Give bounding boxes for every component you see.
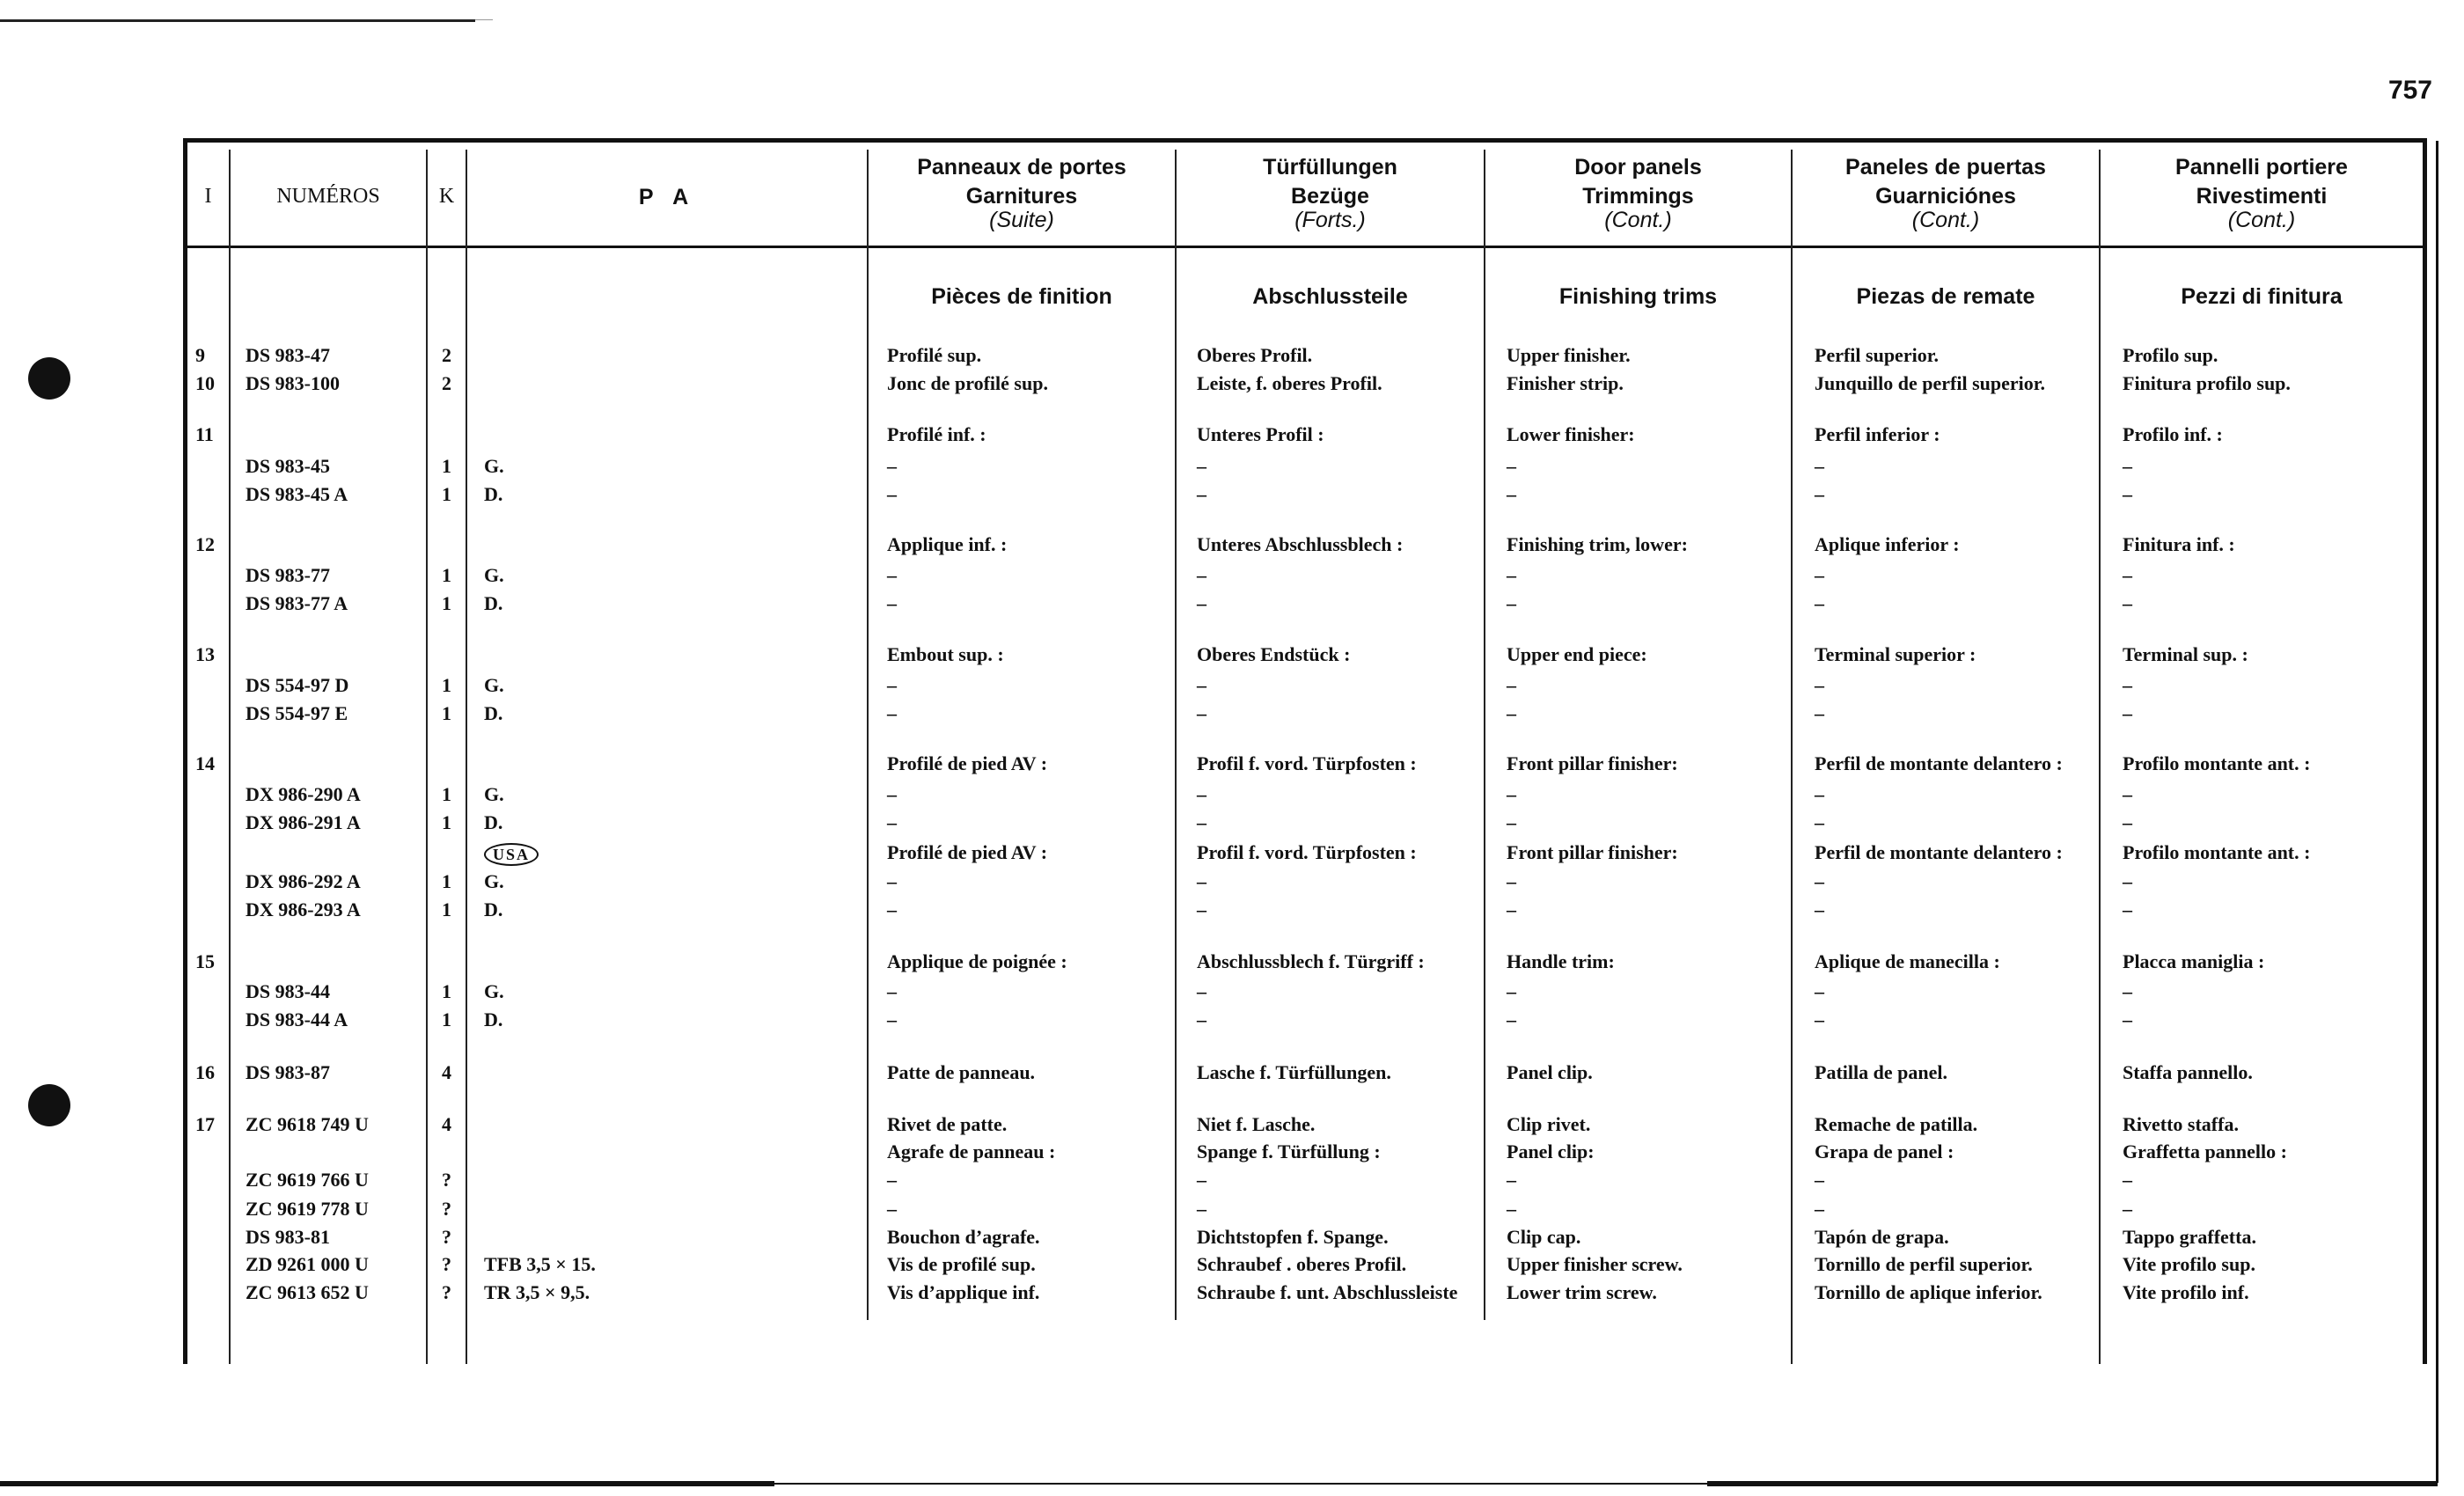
table-row bbox=[0, 809, 2464, 837]
row-index: 14 bbox=[195, 752, 215, 774]
header-lang-fr bbox=[869, 153, 1175, 235]
desc-de: – bbox=[1197, 1169, 1206, 1191]
part-number: DS 983-77 bbox=[246, 564, 330, 586]
pa-note: G. bbox=[484, 980, 504, 1002]
desc-en: – bbox=[1507, 1008, 1516, 1030]
desc-de: – bbox=[1197, 564, 1206, 586]
desc-de: Spange f. Türfüllung : bbox=[1197, 1140, 1381, 1162]
row-index: 10 bbox=[195, 372, 215, 394]
quantity-k: ? bbox=[442, 1198, 451, 1220]
desc-de: – bbox=[1197, 592, 1206, 614]
desc-en: – bbox=[1507, 898, 1516, 920]
pa-note: D. bbox=[484, 483, 503, 505]
desc-fr: Rivet de patte. bbox=[887, 1113, 1008, 1135]
usa-badge: USA bbox=[484, 843, 539, 866]
part-number: DX 986-290 A bbox=[246, 783, 361, 805]
part-number: DX 986-293 A bbox=[246, 898, 361, 920]
header-note: (Suite) bbox=[989, 208, 1054, 232]
desc-it: – bbox=[2123, 1008, 2132, 1030]
desc-en: – bbox=[1507, 564, 1516, 586]
header-k: K bbox=[438, 185, 455, 208]
quantity-k: 4 bbox=[442, 1061, 451, 1083]
pa-note: TFB 3,5 × 15. bbox=[484, 1253, 596, 1275]
header-subtitle: Rivestimenti bbox=[2196, 184, 2328, 209]
pa-note: D. bbox=[484, 1008, 503, 1030]
part-number: DS 554-97 D bbox=[246, 674, 349, 696]
header-title: Door panels bbox=[1574, 155, 1702, 180]
pa-note: G. bbox=[484, 564, 504, 586]
desc-es: Perfil superior. bbox=[1815, 344, 1939, 366]
desc-en: – bbox=[1507, 483, 1516, 505]
desc-it: – bbox=[2123, 564, 2132, 586]
quantity-k: 1 bbox=[442, 898, 451, 920]
desc-en: Finisher strip. bbox=[1507, 372, 1624, 394]
desc-de: – bbox=[1197, 483, 1206, 505]
desc-it: – bbox=[2123, 483, 2132, 505]
desc-es: Patilla de panel. bbox=[1815, 1061, 1947, 1083]
section-title-es: Piezas de remate bbox=[1856, 284, 2035, 309]
table-row bbox=[0, 480, 2464, 509]
desc-en: – bbox=[1507, 455, 1516, 477]
part-number: DS 983-44 bbox=[246, 980, 330, 1002]
desc-es: – bbox=[1815, 980, 1824, 1002]
table-row bbox=[0, 781, 2464, 809]
row-index: 13 bbox=[195, 643, 215, 665]
quantity-k: ? bbox=[442, 1169, 451, 1191]
desc-en: Finishing trim, lower: bbox=[1507, 533, 1688, 555]
desc-es: – bbox=[1815, 483, 1824, 505]
desc-de: Lasche f. Türfüllungen. bbox=[1197, 1061, 1391, 1083]
desc-fr: – bbox=[887, 811, 897, 833]
table-row bbox=[0, 421, 2464, 449]
desc-fr: Patte de panneau. bbox=[887, 1061, 1036, 1083]
quantity-k: 1 bbox=[442, 455, 451, 477]
quantity-k: 2 bbox=[442, 372, 451, 394]
section-title-de: Abschlussteile bbox=[1252, 284, 1408, 309]
desc-it: – bbox=[2123, 592, 2132, 614]
desc-fr: Jonc de profilé sup. bbox=[887, 372, 1048, 394]
desc-it: Staffa pannello. bbox=[2123, 1061, 2253, 1083]
header-title: Panneaux de portes bbox=[917, 155, 1126, 180]
table-row bbox=[0, 370, 2464, 398]
desc-de: – bbox=[1197, 455, 1206, 477]
desc-fr: Embout sup. : bbox=[887, 643, 1004, 665]
desc-de: Dichtstopfen f. Spange. bbox=[1197, 1226, 1389, 1248]
pa-note: D. bbox=[484, 702, 503, 724]
part-number: DX 986-292 A bbox=[246, 870, 361, 892]
desc-it: Vite profilo sup. bbox=[2123, 1253, 2255, 1275]
top-rule bbox=[0, 19, 475, 22]
desc-es: – bbox=[1815, 674, 1824, 696]
desc-fr: – bbox=[887, 870, 897, 892]
table-row bbox=[0, 1195, 2464, 1223]
desc-en: Lower finisher: bbox=[1507, 423, 1635, 445]
desc-de: – bbox=[1197, 1008, 1206, 1030]
desc-de: – bbox=[1197, 980, 1206, 1002]
quantity-k: 1 bbox=[442, 674, 451, 696]
header-note: (Cont.) bbox=[2227, 208, 2296, 232]
table-row bbox=[0, 1138, 2464, 1166]
header-lang-en bbox=[1485, 153, 1791, 235]
header-lang-es bbox=[1793, 153, 2099, 235]
desc-es: – bbox=[1815, 898, 1824, 920]
part-number: DS 983-77 A bbox=[246, 592, 348, 614]
desc-en: – bbox=[1507, 783, 1516, 805]
desc-de: Abschlussblech f. Türgriff : bbox=[1197, 950, 1425, 972]
header-title: Pannelli portiere bbox=[2175, 155, 2348, 180]
desc-it: Finitura profilo sup. bbox=[2123, 372, 2291, 394]
part-number: ZC 9613 652 U bbox=[246, 1281, 369, 1303]
part-number: ZC 9619 766 U bbox=[246, 1169, 369, 1191]
desc-es: – bbox=[1815, 783, 1824, 805]
pa-note: G. bbox=[484, 455, 504, 477]
table-row bbox=[0, 978, 2464, 1006]
desc-en: Panel clip: bbox=[1507, 1140, 1595, 1162]
desc-fr: – bbox=[887, 674, 897, 696]
top-rule-fade bbox=[475, 19, 493, 20]
desc-en: Front pillar finisher: bbox=[1507, 752, 1678, 774]
bottom-rule bbox=[1707, 1481, 2438, 1486]
part-number: DS 983-47 bbox=[246, 344, 330, 366]
desc-it: Profilo montante ant. : bbox=[2123, 752, 2311, 774]
desc-it: Rivetto staffa. bbox=[2123, 1113, 2239, 1135]
part-number: DS 554-97 E bbox=[246, 702, 348, 724]
quantity-k: 1 bbox=[442, 702, 451, 724]
desc-it: – bbox=[2123, 980, 2132, 1002]
table-row bbox=[0, 1006, 2464, 1034]
header-lang-de bbox=[1177, 153, 1484, 235]
table-row bbox=[0, 1223, 2464, 1251]
part-number: DS 983-87 bbox=[246, 1061, 330, 1083]
desc-de: Leiste, f. oberes Profil. bbox=[1197, 372, 1382, 394]
table-row bbox=[0, 1059, 2464, 1087]
part-number: DS 983-100 bbox=[246, 372, 340, 394]
desc-it: Vite profilo inf. bbox=[2123, 1281, 2249, 1303]
part-number: ZC 9619 778 U bbox=[246, 1198, 369, 1220]
desc-it: Profilo sup. bbox=[2123, 344, 2218, 366]
desc-de: Unteres Profil : bbox=[1197, 423, 1324, 445]
desc-es: Aplique de manecilla : bbox=[1815, 950, 2000, 972]
table-row bbox=[0, 561, 2464, 590]
quantity-k: 1 bbox=[442, 483, 451, 505]
bottom-rule bbox=[774, 1483, 1707, 1485]
header-lang-it bbox=[2101, 153, 2423, 235]
desc-es: Remache de patilla. bbox=[1815, 1113, 1978, 1135]
desc-de: – bbox=[1197, 898, 1206, 920]
desc-fr: – bbox=[887, 1169, 897, 1191]
desc-es: Tornillo de aplique inferior. bbox=[1815, 1281, 2042, 1303]
desc-fr: Profilé de pied AV : bbox=[887, 752, 1048, 774]
desc-fr: – bbox=[887, 1008, 897, 1030]
table-row bbox=[0, 1250, 2464, 1279]
header-numbers: NUMÉROS bbox=[276, 185, 380, 208]
desc-fr: Agrafe de panneau : bbox=[887, 1140, 1056, 1162]
desc-en: – bbox=[1507, 592, 1516, 614]
row-index: 12 bbox=[195, 533, 215, 555]
desc-es: – bbox=[1815, 455, 1824, 477]
quantity-k: ? bbox=[442, 1226, 451, 1248]
desc-it: – bbox=[2123, 674, 2132, 696]
table-row bbox=[0, 1279, 2464, 1307]
table-row bbox=[0, 1111, 2464, 1139]
desc-it: Profilo inf. : bbox=[2123, 423, 2223, 445]
desc-de: Niet f. Lasche. bbox=[1197, 1113, 1316, 1135]
table-row bbox=[0, 341, 2464, 370]
part-number: DX 986-291 A bbox=[246, 811, 361, 833]
desc-en: Front pillar finisher: bbox=[1507, 841, 1678, 863]
header-note: (Cont.) bbox=[1911, 208, 1980, 232]
desc-en: Clip cap. bbox=[1507, 1226, 1581, 1248]
desc-it: Graffetta pannello : bbox=[2123, 1140, 2287, 1162]
quantity-k: 2 bbox=[442, 344, 451, 366]
desc-en: Clip rivet. bbox=[1507, 1113, 1591, 1135]
desc-it: – bbox=[2123, 783, 2132, 805]
table-row bbox=[0, 868, 2464, 896]
desc-de: Profil f. vord. Türpfosten : bbox=[1197, 752, 1417, 774]
desc-es: – bbox=[1815, 1198, 1824, 1220]
desc-en: Panel clip. bbox=[1507, 1061, 1593, 1083]
pa-note: D. bbox=[484, 592, 503, 614]
part-number: ZD 9261 000 U bbox=[246, 1253, 369, 1275]
desc-es: – bbox=[1815, 1169, 1824, 1191]
row-index: 11 bbox=[195, 423, 214, 445]
desc-de: – bbox=[1197, 702, 1206, 724]
desc-fr: Vis d’applique inf. bbox=[887, 1281, 1040, 1303]
desc-it: – bbox=[2123, 898, 2132, 920]
quantity-k: 1 bbox=[442, 811, 451, 833]
desc-de: – bbox=[1197, 674, 1206, 696]
desc-es: Perfil de montante delantero : bbox=[1815, 841, 2063, 863]
quantity-k: ? bbox=[442, 1253, 451, 1275]
desc-en: – bbox=[1507, 980, 1516, 1002]
header-index: I bbox=[204, 185, 212, 208]
desc-es: – bbox=[1815, 1008, 1824, 1030]
quantity-k: 1 bbox=[442, 783, 451, 805]
desc-fr: – bbox=[887, 702, 897, 724]
desc-es: Tornillo de perfil superior. bbox=[1815, 1253, 2033, 1275]
header-subtitle: Bezüge bbox=[1291, 184, 1369, 209]
desc-es: Perfil de montante delantero : bbox=[1815, 752, 2063, 774]
quantity-k: 1 bbox=[442, 980, 451, 1002]
desc-en: Upper finisher. bbox=[1507, 344, 1631, 366]
page-number: 757 bbox=[2387, 76, 2432, 105]
part-number: DS 983-45 A bbox=[246, 483, 348, 505]
desc-fr: – bbox=[887, 455, 897, 477]
desc-de: Schraube f. unt. Abschlussleiste bbox=[1197, 1281, 1458, 1303]
desc-fr: – bbox=[887, 1198, 897, 1220]
desc-fr: Applique inf. : bbox=[887, 533, 1008, 555]
table-row bbox=[0, 590, 2464, 618]
desc-fr: Profilé inf. : bbox=[887, 423, 986, 445]
desc-it: Finitura inf. : bbox=[2123, 533, 2235, 555]
table-row bbox=[0, 750, 2464, 778]
quantity-k: ? bbox=[442, 1281, 451, 1303]
desc-es: Aplique inferior : bbox=[1815, 533, 1960, 555]
table-row bbox=[0, 531, 2464, 559]
desc-es: Tapón de grapa. bbox=[1815, 1226, 1949, 1248]
desc-en: Upper finisher screw. bbox=[1507, 1253, 1683, 1275]
pa-note: TR 3,5 × 9,5. bbox=[484, 1281, 590, 1303]
part-number: DS 983-81 bbox=[246, 1226, 330, 1248]
desc-en: – bbox=[1507, 1169, 1516, 1191]
desc-it: Profilo montante ant. : bbox=[2123, 841, 2311, 863]
pa-note: G. bbox=[484, 870, 504, 892]
row-index: 15 bbox=[195, 950, 215, 972]
part-number: DS 983-44 A bbox=[246, 1008, 348, 1030]
row-index: 16 bbox=[195, 1061, 215, 1083]
table-row bbox=[0, 452, 2464, 480]
header-subtitle: Trimmings bbox=[1582, 184, 1694, 209]
desc-fr: – bbox=[887, 564, 897, 586]
desc-es: – bbox=[1815, 564, 1824, 586]
desc-es: Grapa de panel : bbox=[1815, 1140, 1954, 1162]
desc-de: – bbox=[1197, 1198, 1206, 1220]
pa-note: D. bbox=[484, 811, 503, 833]
table-row bbox=[0, 671, 2464, 700]
desc-de: Oberes Profil. bbox=[1197, 344, 1313, 366]
table-row bbox=[0, 948, 2464, 976]
desc-fr: Vis de profilé sup. bbox=[887, 1253, 1036, 1275]
header-note: (Cont.) bbox=[1604, 208, 1672, 232]
desc-de: – bbox=[1197, 783, 1206, 805]
desc-de: Profil f. vord. Türpfosten : bbox=[1197, 841, 1417, 863]
section-title-fr: Pièces de finition bbox=[931, 284, 1112, 309]
row-index: 9 bbox=[195, 344, 205, 366]
desc-es: – bbox=[1815, 702, 1824, 724]
desc-de: – bbox=[1197, 811, 1206, 833]
row-index: 17 bbox=[195, 1113, 215, 1135]
header-note: (Forts.) bbox=[1294, 208, 1366, 232]
header-divider bbox=[183, 246, 2427, 248]
desc-de: Unteres Abschlussblech : bbox=[1197, 533, 1404, 555]
desc-es: Terminal superior : bbox=[1815, 643, 1976, 665]
desc-es: – bbox=[1815, 870, 1824, 892]
table-row bbox=[0, 839, 2464, 867]
desc-en: – bbox=[1507, 674, 1516, 696]
desc-it: – bbox=[2123, 811, 2132, 833]
desc-it: – bbox=[2123, 1169, 2132, 1191]
desc-fr: – bbox=[887, 980, 897, 1002]
pa-note: D. bbox=[484, 898, 503, 920]
header-title: Türfüllungen bbox=[1263, 155, 1397, 180]
desc-fr: – bbox=[887, 592, 897, 614]
header-pa: P A bbox=[638, 185, 696, 209]
desc-fr: Bouchon d’agrafe. bbox=[887, 1226, 1040, 1248]
desc-fr: – bbox=[887, 483, 897, 505]
desc-it: – bbox=[2123, 1198, 2132, 1220]
header-subtitle: Guarniciónes bbox=[1875, 184, 2016, 209]
bottom-rule bbox=[0, 1481, 774, 1486]
desc-de: Oberes Endstück : bbox=[1197, 643, 1351, 665]
quantity-k: 1 bbox=[442, 592, 451, 614]
desc-it: Tappo graffetta. bbox=[2123, 1226, 2256, 1248]
desc-it: – bbox=[2123, 455, 2132, 477]
desc-es: – bbox=[1815, 811, 1824, 833]
desc-de: – bbox=[1197, 870, 1206, 892]
table-row bbox=[0, 896, 2464, 924]
part-number: DS 983-45 bbox=[246, 455, 330, 477]
quantity-k: 4 bbox=[442, 1113, 451, 1135]
desc-fr: Applique de poignée : bbox=[887, 950, 1067, 972]
quantity-k: 1 bbox=[442, 564, 451, 586]
desc-fr: Profilé de pied AV : bbox=[887, 841, 1048, 863]
desc-en: Handle trim: bbox=[1507, 950, 1615, 972]
desc-en: Upper end piece: bbox=[1507, 643, 1647, 665]
section-title-en: Finishing trims bbox=[1558, 284, 1718, 309]
pa-note: G. bbox=[484, 783, 504, 805]
desc-it: – bbox=[2123, 870, 2132, 892]
desc-es: – bbox=[1815, 592, 1824, 614]
desc-de: Schraubef . oberes Profil. bbox=[1197, 1253, 1407, 1275]
desc-en: – bbox=[1507, 811, 1516, 833]
desc-en: Lower trim screw. bbox=[1507, 1281, 1657, 1303]
table-row bbox=[0, 1166, 2464, 1194]
part-number: ZC 9618 749 U bbox=[246, 1113, 369, 1135]
desc-it: Placca maniglia : bbox=[2123, 950, 2265, 972]
header-subtitle: Garnitures bbox=[965, 184, 1078, 209]
desc-en: – bbox=[1507, 1198, 1516, 1220]
desc-fr: Profilé sup. bbox=[887, 344, 982, 366]
desc-fr: – bbox=[887, 898, 897, 920]
table-row bbox=[0, 700, 2464, 728]
quantity-k: 1 bbox=[442, 870, 451, 892]
desc-es: Junquillo de perfil superior. bbox=[1815, 372, 2046, 394]
desc-en: – bbox=[1507, 870, 1516, 892]
desc-fr: – bbox=[887, 783, 897, 805]
desc-en: – bbox=[1507, 702, 1516, 724]
pa-note: G. bbox=[484, 674, 504, 696]
table-frame-top bbox=[183, 138, 2427, 143]
desc-it: Terminal sup. : bbox=[2123, 643, 2248, 665]
section-title-it: Pezzi di finitura bbox=[2181, 284, 2343, 309]
header-title: Paneles de puertas bbox=[1845, 155, 2046, 180]
desc-it: – bbox=[2123, 702, 2132, 724]
desc-es: Perfil inferior : bbox=[1815, 423, 1940, 445]
table-row bbox=[0, 641, 2464, 669]
quantity-k: 1 bbox=[442, 1008, 451, 1030]
